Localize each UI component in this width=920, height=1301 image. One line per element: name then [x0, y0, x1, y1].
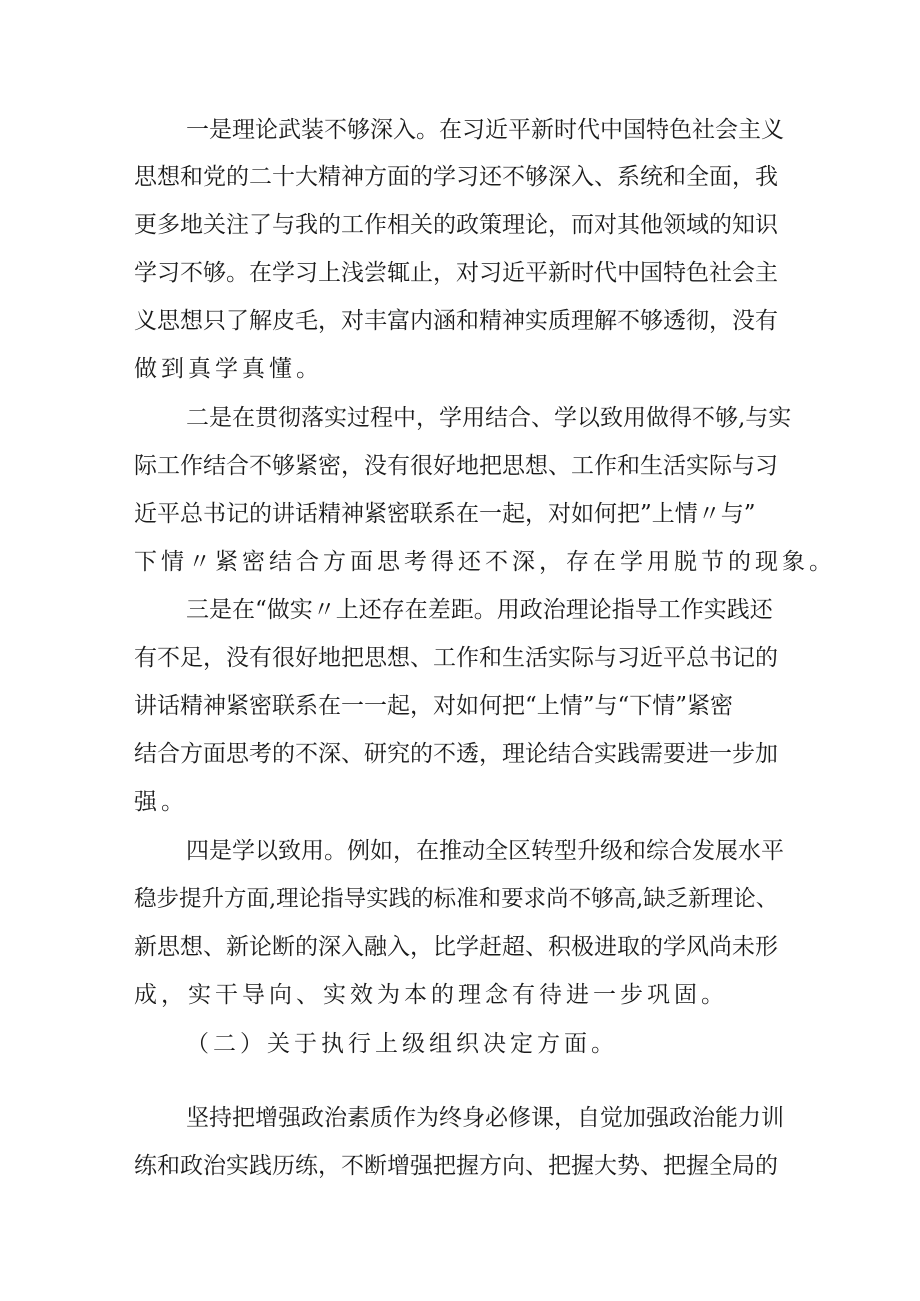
text-line: 结合方面思考的不深、研究的不透，理论结合实践需要进一步加 — [134, 741, 778, 767]
text-line: 四是学以致用。例如，在推动全区转型升级和综合发展水平 — [186, 838, 784, 864]
text-line: 坚持把增强政治素质作为终身必修课，自觉加强政治能力训 — [186, 1105, 784, 1131]
text-line: 新思想、新论断的深入融入，比学赶超、积极进取的学风尚未形 — [134, 934, 778, 960]
text-line: 一是理论武装不够深入。在习近平新时代中国特色社会主义 — [186, 117, 784, 143]
text-line: 练和政治实践历练，不断增强把握方向、把握大势、把握全局的 — [134, 1153, 778, 1179]
text-line: 近平总书记的讲话精神紧密联系在一起，对如何把”上情〃与” — [134, 501, 756, 527]
text-line: 更多地关注了与我的工作相关的政策理论，而对其他领域的知识 — [134, 212, 778, 238]
text-line: 三是在“做实〃上还存在差距。用政治理论指导工作实践还 — [186, 597, 773, 623]
text-line: 成，实干导向、实效为本的理念有待进一步巩固。 — [134, 982, 728, 1008]
text-line: 义思想只了解皮毛，对丰富内涵和精神实质理解不够透彻，没有 — [134, 308, 778, 334]
text-line: 讲话精神紧密联系在一一起，对如何把“上情”与“下情”紧密 — [134, 693, 734, 719]
text-line: 有不足，没有很好地把思想、工作和生活实际与习近平总书记的 — [134, 645, 778, 671]
text-line: 思想和党的二十大精神方面的学习还不够深入、系统和全面，我 — [134, 164, 778, 190]
heading-line: （二）关于执行上级组织决定方面。 — [186, 1031, 618, 1057]
text-line: 稳步提升方面,理论指导实践的标准和要求尚不够高,缺乏新理论、 — [134, 886, 779, 912]
text-line: 学习不够。在学习上浅尝辄止，对习近平新时代中国特色社会主 — [134, 260, 778, 286]
text-line: 做到真学真懂。 — [134, 356, 323, 382]
text-line: 强。 — [134, 789, 188, 815]
text-line: 二是在贯彻落实过程中，学用结合、学以致用做得不够,与实 — [186, 405, 792, 431]
text-line: 际工作结合不够紧密，没有很好地把思想、工作和生活实际与习 — [134, 453, 778, 479]
text-line: 下情〃紧密结合方面思考得还不深，存在学用脱节的现象。 — [134, 549, 836, 575]
